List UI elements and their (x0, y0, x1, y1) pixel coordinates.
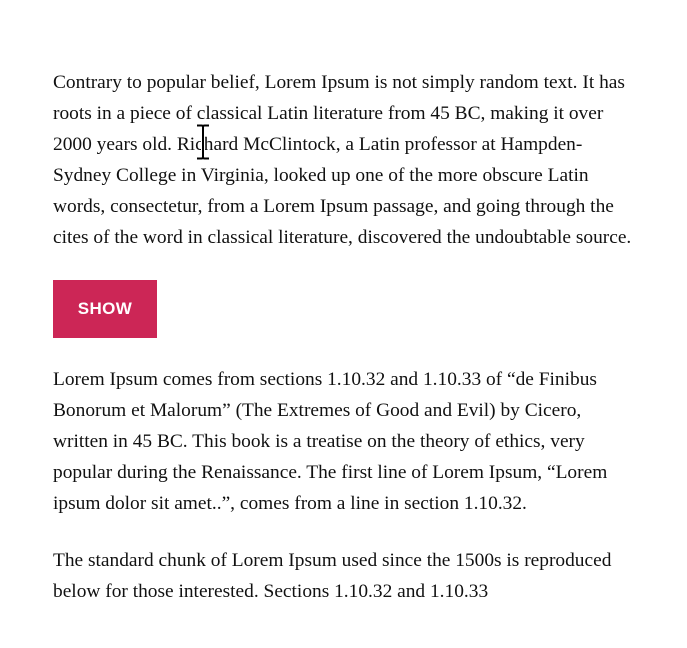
paragraph-source: Lorem Ipsum comes from sections 1.10.32 and 1.10.33 of “de Finibus Bonorum et Malorum” (The Extremes of Good and Evil) by Cicero, written in 45 BC. This book is a treatise on the theory of ethics, very popular during the Renaissance. The first line of Lorem Ipsum, “Lorem ipsum dolor sit amet..”, comes from a line in section 1.10.32. (53, 369, 608, 514)
paragraph-standard-chunk: The standard chunk of Lorem Ipsum used since the 1500s is reproduced below for those interested. Sections 1.10.32 and 1.10.33 (53, 550, 612, 602)
show-button[interactable]: SHOW (53, 280, 157, 338)
article-content (53, 67, 633, 607)
paragraph-origin: Contrary to popular belief, Lorem Ipsum is not simply random text. It has roots in a piece of classical Latin literature from 45 BC, making it over 2000 years old. Richard McClintock, a Latin professor at Hampden-Sydney College in Virginia, looked up one of the more obscure Latin words, consectetur, from a Lorem Ipsum passage, and going through the cites of the word in classical literature, discovered the undoubtable source. (53, 72, 632, 248)
